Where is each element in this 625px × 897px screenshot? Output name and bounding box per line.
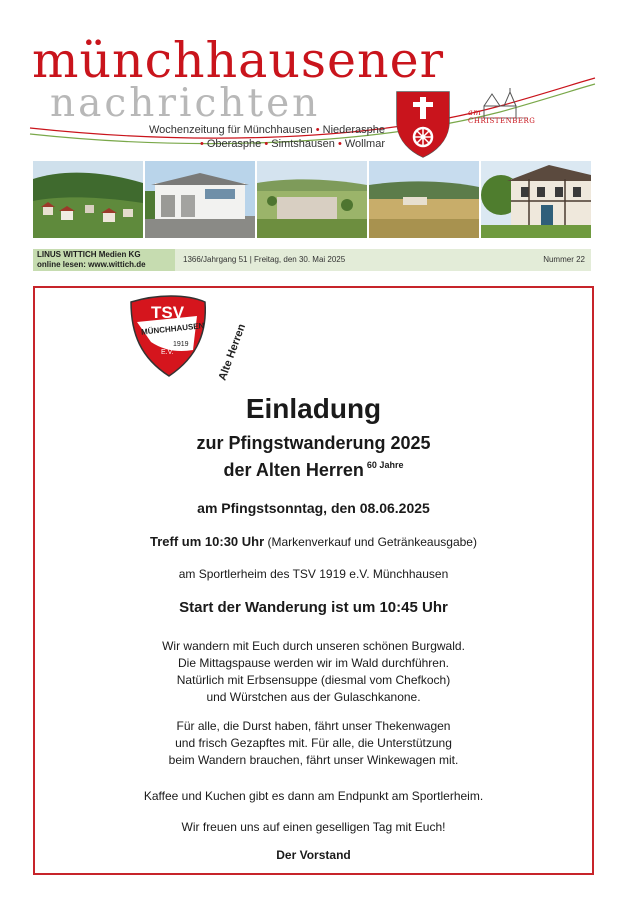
subtitle-prefix: Wochenzeitung für Münchhausen <box>148 124 313 136</box>
paragraph-wagons <box>35 718 592 769</box>
paragraph-line: Natürlich mit Erbsensuppe (diesmal vom Chefkoch) <box>176 673 451 687</box>
meeting-place: am Sportlerheim des TSV 1919 e.V. Münchhausen <box>178 567 449 581</box>
anniversary-note: 60 Jahre <box>366 460 404 470</box>
place-oberasphe: Oberasphe <box>206 138 262 150</box>
subtitle-line-2 <box>200 138 385 150</box>
bullet-dot: • <box>199 138 204 150</box>
paragraph-line: beim Wandern brauchen, fährt unser Winkewagen mit. <box>168 753 459 767</box>
place-niederasphe: Niederasphe <box>322 124 385 136</box>
paragraph-route <box>35 638 592 706</box>
invitation-line-1: zur Pfingstwanderung 2025 <box>196 433 431 453</box>
paragraph-line: und Würstchen aus der Gulaschkanone. <box>206 690 421 704</box>
invitation-heading: Einladung <box>245 393 382 424</box>
meeting-time <box>35 534 592 549</box>
paragraph-line: und frisch Gezapftes mit. Für alle, die Unterstützung <box>175 736 452 750</box>
place-wollmar: Wollmar <box>344 138 385 150</box>
publisher-name: LINUS WITTICH Medien KG <box>37 250 141 259</box>
tsv-club-logo <box>127 294 249 392</box>
paragraph-coffee: Kaffee und Kuchen gibt es dann am Endpunkt am Sportlerheim. <box>143 789 484 803</box>
place-simtshausen: Simtshausen <box>271 138 335 150</box>
region-name: CHRISTENBERG <box>468 117 536 125</box>
invitation-line-2 <box>35 460 592 481</box>
title-line-1: münchhausener <box>32 32 445 89</box>
logo-year: 1919 <box>173 341 189 348</box>
title-line-2: nachrichten <box>50 81 321 126</box>
photo-village-panorama <box>257 161 367 238</box>
paragraph-line: Die Mittagspause werden wir im Wald durchführen. <box>177 656 449 670</box>
photo-village-hillside <box>33 161 143 238</box>
publisher-box <box>33 249 175 271</box>
invitation-box <box>33 286 594 875</box>
logo-town: MÜNCHHAUSEN <box>140 321 205 337</box>
photo-fire-station <box>145 161 255 238</box>
photo-half-timbered-house <box>481 161 591 238</box>
issue-info: 1366/Jahrgang 51 | Freitag, den 30. Mai 2025 <box>183 255 346 264</box>
paragraph-closing: Wir freuen uns auf einen geselligen Tag mit Euch! <box>181 820 446 834</box>
subtitle-line-1 <box>149 124 385 136</box>
meeting-time-note: (Markenverkauf und Getränkeausgabe) <box>267 535 477 549</box>
logo-ev: E.V. <box>161 349 174 356</box>
meeting-time-bold: Treff um 10:30 Uhr <box>150 534 265 549</box>
logo-abbr: TSV <box>151 303 185 322</box>
logo-team: Alte Herren <box>216 322 249 383</box>
bullet-dot: • <box>315 124 320 136</box>
invitation-line-2-text: der Alten Herren <box>223 460 364 480</box>
info-bar <box>33 249 591 271</box>
bullet-dot: • <box>264 138 269 150</box>
issue-number: Nummer 22 <box>543 255 585 264</box>
photo-fields <box>369 161 479 238</box>
paragraph-line: Wir wandern mit Euch durch unseren schönen Burgwald. <box>162 639 465 653</box>
photo-strip <box>33 161 591 238</box>
paragraph-line: Für alle, die Durst haben, fährt unser Thekenwagen <box>176 719 451 733</box>
coat-of-arms-icon <box>394 89 452 159</box>
region-label <box>468 108 535 125</box>
hike-start-time: Start der Wanderung ist um 10:45 Uhr <box>179 599 448 616</box>
bullet-dot: • <box>337 138 342 150</box>
online-link[interactable]: online lesen: www.wittich.de <box>37 260 146 269</box>
event-date: am Pfingstsonntag, den 08.06.2025 <box>197 500 430 516</box>
region-am: am <box>468 108 482 117</box>
signature: Der Vorstand <box>276 848 351 862</box>
